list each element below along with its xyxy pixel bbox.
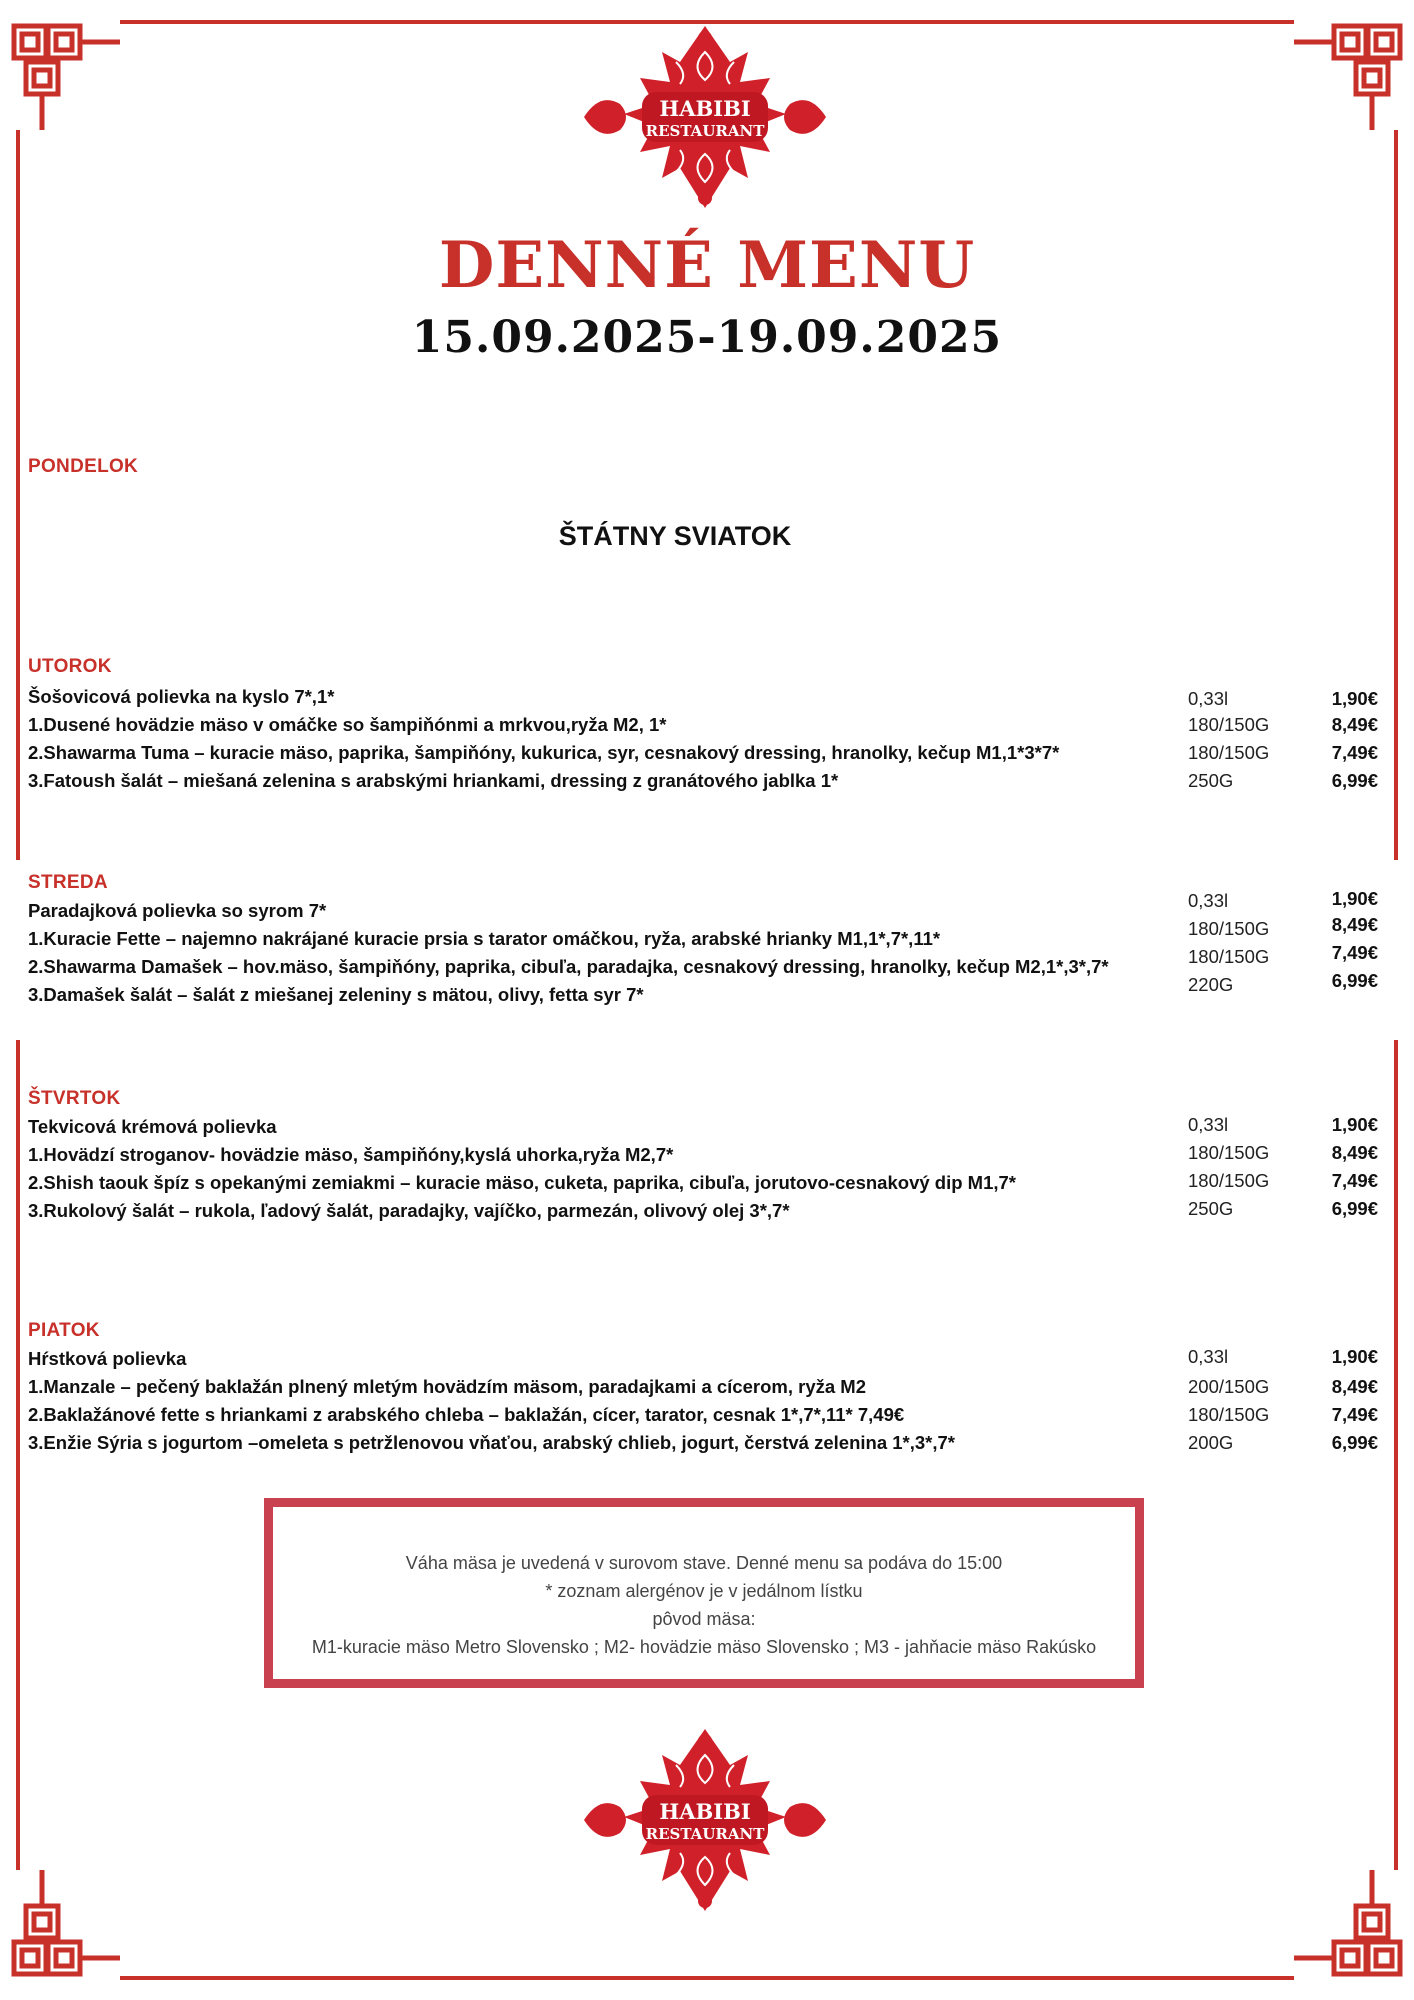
restaurant-logo [580,22,830,212]
menu-item-price: 8,49€ [1331,1376,1378,1397]
menu-item-quantity: 250G [1188,1198,1234,1219]
menu-item-price: 8,49€ [1331,914,1378,935]
menu-item-name: 1.Dusené hovädzie mäso v omáčke so šampiňónmi a mrkvou,ryža M2, 1* [28,714,667,735]
menu-item-quantity: 0,33l [1188,688,1229,709]
notice-line: * zoznam alergénov je v jedálnom lístku [545,1581,863,1601]
logo-text-line2: RESTAURANT [645,1825,765,1843]
menu-item-quantity: 180/150G [1188,1142,1270,1163]
notice-line: pôvod mäsa: [652,1609,756,1629]
corner-ornament-bottom-left [14,1870,120,1974]
menu-item-name: 3.Fatoush šalát – miešaná zelenina s arabskými hriankami, dressing z granátového jablka 1* [28,770,839,791]
page-title: DENNÉ MENU [438,228,976,303]
menu-item-quantity: 0,33l [1188,1114,1229,1135]
menu-item-name: 2.Shawarma Tuma – kuracie mäso, paprika, šampiňóny, kukurica, syr, cesnakový dressing, hranolky, kečup M1,1*3*7* [28,742,1060,763]
menu-item-name: 2.Shawarma Damašek – hov.mäso, šampiňóny, paprika, cibuľa, paradajka, cesnakový dressing, hranolky, kečup M2,1*,3*,7* [28,956,1109,977]
menu-item-name: 3.Enžie Sýria s jogurtom –omeleta s petržlenovou vňaťou, arabský chlieb, jogurt, čerstvá zelenina 1*,3*,7* [28,1432,955,1453]
logo-text-line2: RESTAURANT [645,122,765,140]
menu-item-price: 6,99€ [1331,1432,1378,1453]
day-label-tuesday: UTOROK [28,656,112,677]
notice-line: M1-kuracie mäso Metro Slovensko ; M2- hovädzie mäso Slovensko ; M3 - jahňacie mäso Rakúsko [311,1637,1097,1657]
logo-text-line1: HABIBI [659,96,751,121]
menu-item-quantity: 0,33l [1188,890,1229,911]
menu-item-name: Tekvicová krémová polievka [28,1116,277,1137]
menu-item-price: 6,99€ [1331,770,1378,791]
menu-item-price: 1,90€ [1331,1346,1378,1367]
menu-item-quantity: 180/150G [1188,714,1270,735]
menu-item-price: 7,49€ [1331,1170,1378,1191]
menu-item-price: 1,90€ [1331,888,1378,909]
menu-item-quantity: 200G [1188,1432,1234,1453]
menu-item-quantity: 200/150G [1188,1376,1270,1397]
menu-item-name: 1.Kuracie Fette – najemno nakrájané kuracie prsia s tarator omáčkou, ryža, arabské hrianky M1,1*,7*,11* [28,928,941,949]
menu-item-price: 6,99€ [1331,1198,1378,1219]
menu-item-price: 1,90€ [1331,688,1378,709]
restaurant-logo-footer [580,1725,830,1915]
menu-item-price: 8,49€ [1331,1142,1378,1163]
day-label-monday: PONDELOK [28,456,139,477]
logo-text-line1: HABIBI [659,1799,751,1824]
menu-item-name: 3.Rukolový šalát – rukola, ľadový šalát, paradajky, vajíčko, parmezán, olivový olej 3*,7* [28,1200,790,1221]
menu-item-name: 1.Hovädzí stroganov- hovädzie mäso, šampiňóny,kyslá uhorka,ryža M2,7* [28,1144,674,1165]
menu-item-price: 6,99€ [1331,970,1378,991]
menu-item-name: Šošovicová polievka na kyslo 7*,1* [28,686,335,707]
menu-item-price: 7,49€ [1331,1404,1378,1425]
holiday-note: ŠTÁTNY SVIATOK [558,521,792,551]
menu-item-name: 3.Damašek šalát – šalát z miešanej zeleniny s mätou, olivy, fetta syr 7* [28,984,644,1005]
menu-item-quantity: 220G [1188,974,1234,995]
corner-ornament-top-right [1294,26,1400,130]
menu-item-name: 2.Baklažánové fette s hriankami z arabského chleba – baklažán, cícer, tarator, cesnak 1*,7*,11* 7,49€ [28,1404,905,1425]
menu-item-price: 7,49€ [1331,942,1378,963]
menu-item-price: 8,49€ [1331,714,1378,735]
menu-item-quantity: 180/150G [1188,742,1270,763]
day-label-friday: PIATOK [28,1320,100,1341]
menu-item-quantity: 180/150G [1188,918,1270,939]
menu-item-price: 7,49€ [1331,742,1378,763]
menu-item-quantity: 250G [1188,770,1234,791]
menu-item-name: Hŕstková polievka [28,1348,187,1369]
menu-item-quantity: 180/150G [1188,946,1270,967]
day-label-thursday: ŠTVRTOK [28,1088,121,1109]
notice-line: Váha mäsa je uvedená v surovom stave. Denné menu sa podáva do 15:00 [405,1553,1003,1573]
menu-item-name: 1.Manzale – pečený baklažán plnený mletým hovädzím mäsom, paradajkami a cícerom, ryža M2 [28,1376,866,1397]
day-label-wednesday: STREDA [28,872,108,893]
menu-date-range: 15.09.2025-19.09.2025 [411,312,1003,363]
corner-ornament-bottom-right [1294,1870,1400,1974]
menu-item-quantity: 0,33l [1188,1346,1229,1367]
notice-box [264,1498,1144,1688]
menu-item-quantity: 180/150G [1188,1404,1270,1425]
menu-item-quantity: 180/150G [1188,1170,1270,1191]
menu-item-price: 1,90€ [1331,1114,1378,1135]
menu-item-name: Paradajková polievka so syrom 7* [28,900,327,921]
corner-ornament-top-left [14,26,120,130]
menu-item-name: 2.Shish taouk špíz s opekanými zemiakmi – kuracie mäso, cuketa, paprika, cibuľa, jorutovo-cesnakový dip M1,7* [28,1172,1016,1193]
